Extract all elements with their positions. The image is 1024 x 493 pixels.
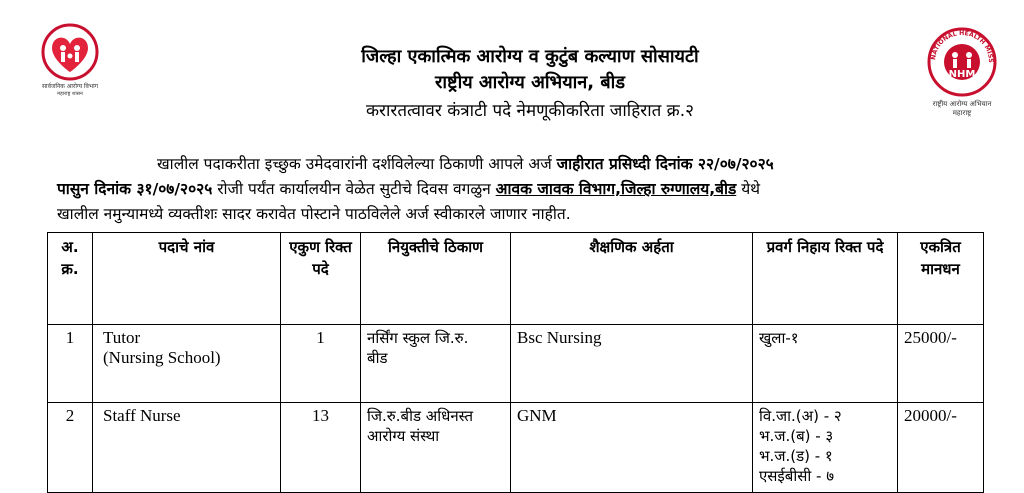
cell-category: वि.जा.(अ) - २ भ.ज.(ब) - ३ भ.ज.(ड) - १ एसईबीसी - ७ [753,403,898,493]
svg-text:सार्वजनिक आरोग्य विभाग: सार्वजनिक आरोग्य विभाग [41,83,99,90]
notice-line-3: खालील नमुन्यामध्ये व्यक्तीशः सादर करावेत पोस्टाने पाठविलेले अर्ज स्वीकारले जाणार नाहीत. [57,205,571,223]
svg-text:महाराष्ट्र: महाराष्ट्र [952,109,972,117]
table-header-row [48,233,984,325]
cell-post: Tutor (Nursing School) [93,325,281,403]
mission-title: राष्ट्रीय आरोग्य अभियान, बीड [435,72,625,93]
vacancy-table [47,232,984,493]
publish-date: जाहीरात प्रसिध्दी दिनांक २२/०७/२०२५ [556,155,774,173]
notice-text: रोजी पर्यंत कार्यालयीन वेळेत सुटीचे दिवस वगळुन [212,180,496,198]
notice-text: येथे [736,180,761,198]
col-total-vacancies: एकुण रिक्त पदे [281,233,361,325]
cell-category: खुला-१ [753,325,898,403]
col-post-name: पदाचे नांव [93,233,281,325]
public-health-department-logo [30,18,110,98]
society-title: जिल्हा एकात्मिक आरोग्य व कुटुंब कल्याण सोसायटी [361,46,699,67]
cell-qualification: GNM [511,403,753,493]
advertisement-title: करारतत्वावर कंत्राटी पदे नेमणूकीकरिता जाहिरात क्र.२ [366,101,694,121]
col-place: नियुक्तीचे ठिकाण [361,233,511,325]
col-qualification: शैक्षणिक अर्हता [511,233,753,325]
notice-line-2 [57,177,992,202]
nhm-maharashtra-logo [915,22,1010,117]
svg-text:महाराष्ट्र शासन: महाराष्ट्र शासन [57,91,83,97]
cell-sr: 1 [48,325,93,403]
col-sr: अ. क्र. [48,233,93,325]
cell-sr: 2 [48,403,93,493]
table-row [48,403,984,493]
notice-text: खालील पदाकरीता इच्छुक उमेदवारांनी दर्शविलेल्या ठिकाणी आपले अर्ज [157,155,557,173]
cell-place: नर्सिंग स्कुल जि.रु. बीड [361,325,511,403]
table-row [48,325,984,403]
svg-text:NHM: NHM [948,69,976,80]
submission-office: आवक जावक विभाग,जिल्हा रुग्णालय,बीड [495,180,737,198]
cell-count: 1 [281,325,361,403]
col-category: प्रवर्ग निहाय रिक्त पदे [753,233,898,325]
svg-text:राष्ट्रीय आरोग्य अभियान: राष्ट्रीय आरोग्य अभियान [932,100,992,108]
col-salary: एकत्रित मानधन [898,233,984,325]
cell-place: जि.रु.बीड अधिनस्त आरोग्य संस्था [361,403,511,493]
cell-pay: 25000/- [898,325,984,403]
svg-text:NATIONAL HEALTH MISSION, MAHAR: NATIONAL HEALTH MISS [930,29,995,63]
cell-qualification: Bsc Nursing [511,325,753,403]
cell-pay: 20000/- [898,403,984,493]
cell-post: Staff Nurse [93,403,281,493]
last-date: पासुन दिनांक ३१/०७/२०२५ [57,180,213,198]
cell-count: 13 [281,403,361,493]
notice-line-1 [57,152,992,177]
